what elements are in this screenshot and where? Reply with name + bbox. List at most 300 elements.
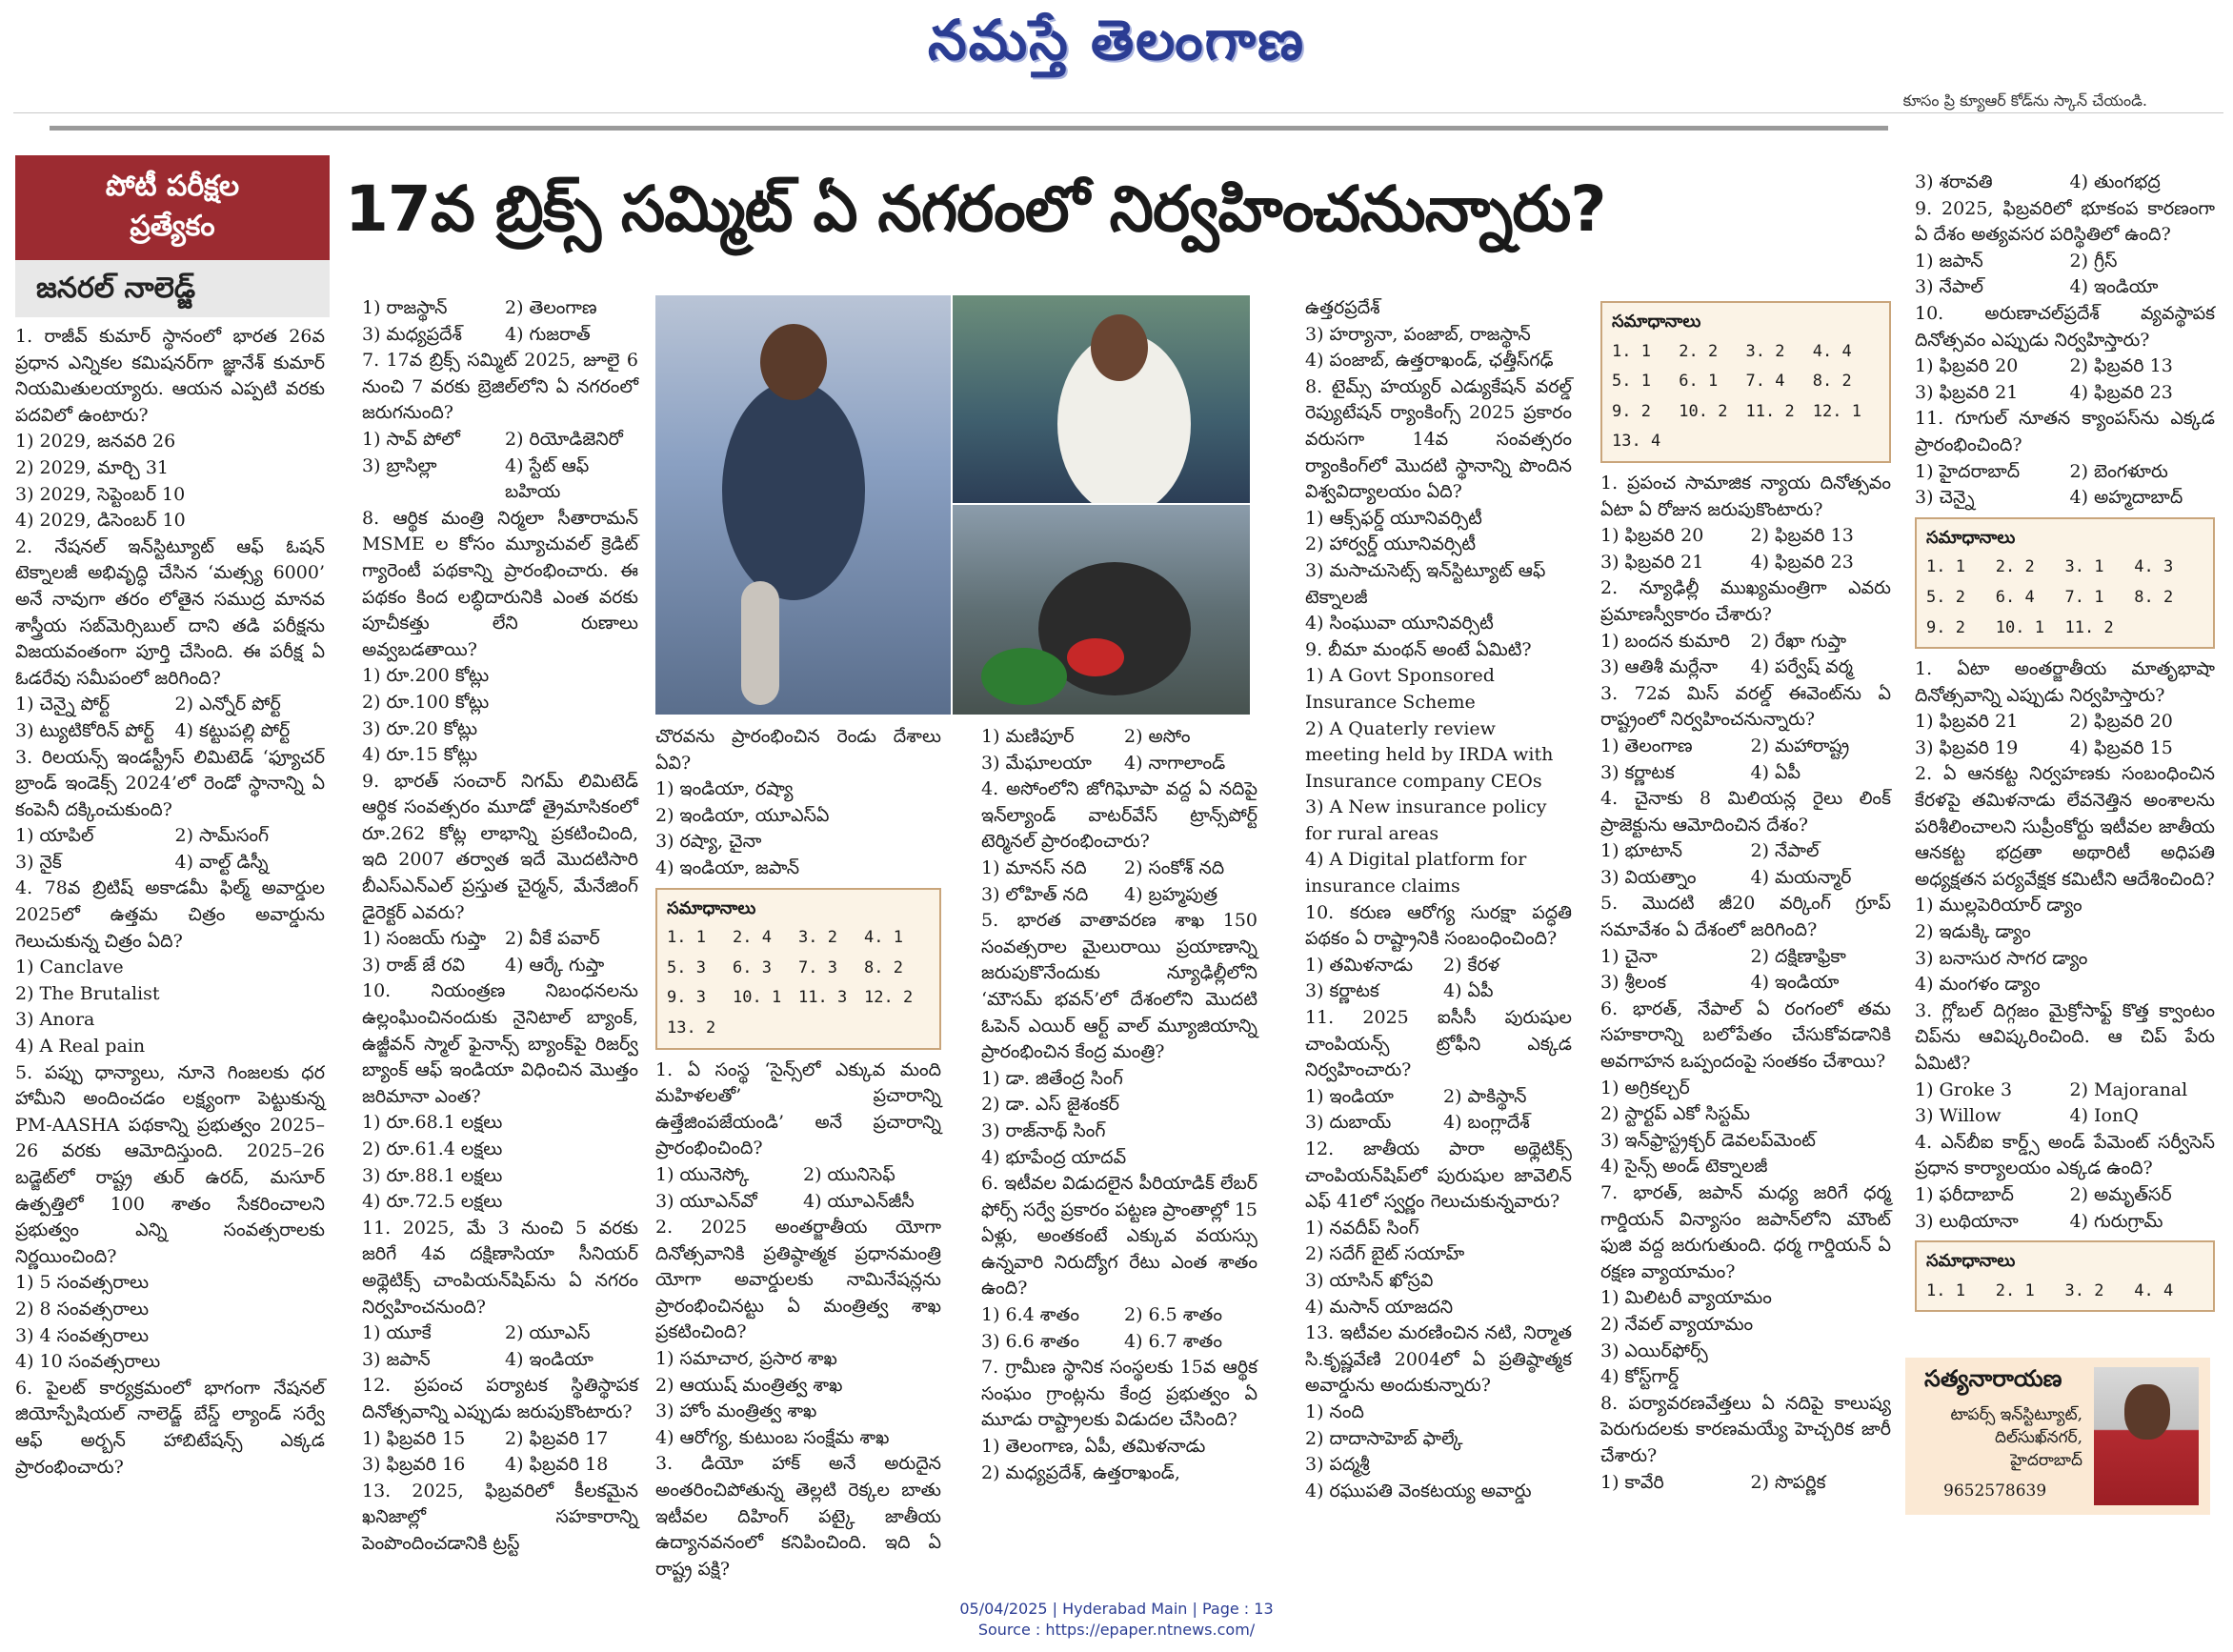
option: 3) ఫిబ్రవరి 21 — [1915, 381, 2019, 403]
option: 1) తెలంగాణ — [1600, 735, 1693, 756]
question-text: 9. 2025, ఫిబ్రవరిలో భూకంప కారణంగా ఏ దేశం అత్యవసర పరిస్థితిలో ఉంది? — [1915, 197, 2215, 246]
answer-item: 7. 1 — [2064, 587, 2104, 607]
option: 4) స్టేట్ ఆఫ్ బహియ — [505, 454, 590, 503]
photo-javelin-thrower — [655, 295, 951, 715]
answer-item: 6. 3 — [733, 957, 772, 977]
answer-item: 7. 3 — [798, 957, 837, 977]
photo-celebrating-athlete — [953, 295, 1250, 503]
option: 2) సంకోశ్ నది — [1124, 856, 1225, 878]
question-text: 10. నియంత్రణ నిబంధనలను ఉల్లంఘించినందుకు నైనిటాల్ బ్యాంక్, ఉజ్జీవన్ స్మాల్ ఫైనాన్స్ బ్యాంక్‌పై రిజర్వ్ బ్యాంక్ ఆఫ్ ఇండియా విధించిన మొత్తం జరిమానా ఎంత? — [362, 980, 638, 1107]
option: 2) అసోం — [1124, 726, 1191, 747]
question-text: చొరవను ప్రారంభించిన రెండు దేశాలు ఏవి? — [655, 726, 941, 774]
answer-key — [655, 888, 941, 1050]
options — [1600, 523, 1891, 575]
option: 3) Anora — [15, 1009, 95, 1031]
photo-athlete-with-flag — [953, 505, 1250, 715]
options — [15, 955, 325, 1059]
option: 2) స్టార్టప్ ఎకో సిస్టమ్ — [1600, 1103, 1750, 1125]
answer-item: 9. 3 — [667, 988, 706, 1008]
option: 4) రఘుపతి వెంకటయ్య అవార్డు — [1305, 1480, 1532, 1501]
question-text: 6. భారత్, నేపాల్ ఏ రంగంలో తమ సహకారాన్ని బలోపేతం చేసుకోవడానికి అవగాహన ఒప్పందంపై సంతకం చేశాయి? — [1600, 997, 1891, 1073]
author-box — [1905, 1358, 2210, 1515]
option: 4) ఇండియా — [2069, 276, 2159, 298]
option: 1) 5 సంవత్సరాలు — [15, 1272, 150, 1294]
answer-item: 7. 4 — [1745, 372, 1785, 392]
option: 2) రూ.61.4 లక్షలు — [362, 1138, 503, 1159]
question-text: 7. గ్రామీణ స్థానిక సంస్థలకు 15వ ఆర్థిక సంఘం గ్రాంట్లను కేంద్ర ప్రభుత్వం ఏ మూడు రాష్ట్రాలకు విడుదల చేసింది? — [981, 1357, 1257, 1431]
option: 3) రూ.88.1 లక్షలు — [362, 1164, 503, 1186]
answer-item: 1. 1 — [1926, 1280, 1965, 1300]
question-text: 2. నేషనల్ ఇన్‌స్టిట్యూట్ ఆఫ్ ఓషన్ టెక్నాలజీ అభివృద్ధి చేసిన ‘మత్స్య 6000’ అనే నావుగా తరం లోతైన సముద్ర మానవ శాస్త్రీయ సబ్‌మెర్సిబుల్ దాని తడి పరీక్షను విజయవంతంగా పూర్తి చేసింది. ఈ పరీక్ష ఏ ఓడరేవు సమీపంలో జరిగింది? — [15, 535, 325, 689]
question-text: ఉత్తరప్రదేశ్ — [1305, 297, 1380, 318]
answer-item: 5. 3 — [667, 957, 706, 977]
option: 1) 2029, జనవరి 26 — [15, 431, 176, 453]
answer-item: 1. 1 — [667, 928, 706, 948]
option: 4) తుంగభద్ర — [2069, 171, 2161, 192]
option: 2) పాకిస్థాన్ — [1443, 1085, 1527, 1107]
option: 1) డా. జితేంద్ర సింగ్ — [981, 1067, 1123, 1089]
option: 2) యూఎస్ — [505, 1322, 591, 1344]
column-6 — [1600, 295, 1891, 1496]
option: 4) ఇండియా, జపాన్ — [655, 856, 800, 878]
footer-source: Source : https://epaper.ntnews.com/ — [977, 1621, 1256, 1639]
answer-item: 8. 2 — [864, 957, 903, 977]
headline: 17వ బ్రిక్స్ సమ్మిట్ ఏ నగరంలో నిర్వహించనున్నారు? — [345, 172, 1606, 246]
option: 2) తెలంగాణ — [505, 297, 597, 318]
option: 3) A New insurance policy for rural areas — [1305, 796, 1547, 844]
question-text: 3. డియో హాక్ అనే అరుదైన అంతరించిపోతున్న తెల్లటి రెక్కల బాతు ఇటీవల దిహింగ్ పట్కై జాతీయ ఉద్యానవనంలో కనిపించింది. ఇది ఏ రాష్ట్ర పక్షి? — [655, 1453, 941, 1580]
answer-item: 1. 1 — [1926, 557, 1965, 577]
option: 2) 8 సంవత్సరాలు — [15, 1298, 150, 1320]
option: 2) The Brutalist — [15, 982, 160, 1004]
answer-item: 4. 4 — [2134, 1280, 2174, 1300]
page-footer — [0, 1599, 2233, 1641]
option: 4) సింఘువా యూనివర్సిటీ — [1305, 613, 1494, 635]
option: 4) రూ.72.5 లక్షలు — [362, 1191, 503, 1213]
question-text: 2. 2025 అంతర్జాతీయ యోగా దినోత్సవానికి ప్రతిష్ఠాత్మక ప్రధానమంత్రి యోగా అవార్డులకు నామినేషన్లను ప్రారంభించినట్టు ఏ మంత్రిత్వ శాఖ ప్రకటించింది? — [655, 1217, 941, 1343]
question-text: 7. 17వ బ్రిక్స్ సమ్మిట్ 2025, జూలై 6 నుంచి 7 వరకు బ్రెజిల్‌లోని ఏ నగరంలో జరుగనుంది? — [362, 350, 638, 424]
question-text: 11. 2025, మే 3 నుంచి 5 వరకు జరిగే 4వ దక్షిణాసియా సీనియర్ అథ్లెటిక్స్ చాంపియన్‌షిప్‌ను ఏ నగరం నిర్వహించనుంది? — [362, 1217, 638, 1318]
options — [981, 1434, 1257, 1486]
option: 4) IonQ — [2069, 1105, 2139, 1127]
option: 4) గుజరాత్ — [505, 323, 591, 345]
option: 1) భూటాన్ — [1600, 840, 1682, 862]
option: 4) 10 సంవత్సరాలు — [15, 1351, 161, 1373]
option: 4) రూ.15 కోట్లు — [362, 744, 478, 766]
option: 3) ట్యుటికోరిన్ పోర్ట్ — [15, 719, 154, 741]
options — [362, 663, 638, 768]
question-text: 1. ఏ సంస్థ ‘సైన్స్‌లో ఎక్కువ మంది మహిళలతో’ ప్రచారాన్ని ఉత్తేజింపజేయండి’ అనే ప్రచారాన్ని ప్రారంభించింది? — [655, 1058, 941, 1159]
question-text: 2. న్యూఢిల్లీ ముఖ్యమంత్రిగా ఎవరు ప్రమాణస్వీకారం చేశారు? — [1600, 577, 1891, 625]
question-text: 4. ఎన్‌బీఐ కార్డ్స్ అండ్ పేమెంట్ సర్వీసెస్ ప్రధాన కార్యాలయం ఎక్కడ ఉంది? — [1915, 1131, 2215, 1179]
question-text: 3. రిలయన్స్ ఇండస్ట్రీస్ లిమిటెడ్ ‘ఫ్యూచర్ బ్రాండ్ ఇండెక్స్ 2024’లో రెండో స్థానాన్ని ఏ కంపెనీ దక్కించుకుంది? — [15, 746, 325, 820]
options — [1305, 506, 1572, 637]
option: 2) ఇండియా, యూఎస్ఏ — [655, 804, 830, 826]
author-photo — [2094, 1367, 2199, 1505]
header-rule — [50, 126, 1888, 131]
option: 2) మహారాష్ట్ర — [1750, 735, 1850, 756]
option: 1) యాపిల్ — [15, 825, 94, 847]
option: 1) చైనా — [1600, 945, 1658, 967]
option: 3) మసాచుసెట్స్ ఇన్‌స్టిట్యూట్ ఆఫ్ టెక్నాలజీ — [1305, 559, 1546, 608]
option: 3) నేపాల్ — [1915, 276, 1983, 298]
option: 2) బెంగళూరు — [2069, 460, 2168, 482]
option: 3) రష్యా, చైనా — [655, 831, 762, 853]
question-text: 8. టైమ్స్ హయ్యర్ ఎడ్యుకేషన్ వరల్డ్ రెప్యుటేషన్ ర్యాంకింగ్స్ 2025 ప్రకారం వరుసగా 14వ సంవత్సరం ర్యాంకింగ్‌లో మొదటి స్థానాన్ని పొందిన విశ్వవిద్యాలయం ఏది? — [1305, 375, 1572, 503]
option: 1) Groke 3 — [1915, 1078, 2013, 1100]
option: 1) యునెస్కో — [655, 1163, 750, 1185]
option: 3) ఇన్‌ఫ్రాస్ట్రక్చర్ డెవలప్‌మెంట్ — [1600, 1129, 1816, 1151]
option: 1) రూ.68.1 లక్షలు — [362, 1112, 503, 1134]
answer-item: 3. 2 — [1745, 341, 1785, 361]
options — [15, 692, 325, 744]
option: 4) ఫిబ్రవరి 23 — [2069, 381, 2173, 403]
option: 3) ఫిబ్రవరి 16 — [362, 1454, 466, 1476]
options — [981, 1066, 1257, 1171]
option: 4) భూపేంద్ర యాదవ్ — [981, 1146, 1127, 1168]
options — [362, 1320, 638, 1373]
answer-item: 3. 2 — [2064, 1280, 2104, 1300]
option: 2) కేరళ — [1443, 954, 1499, 976]
option: 1) ఇండియా, రష్యా — [655, 778, 794, 800]
option: 1) ముల్లపెరియార్ డ్యాం — [1915, 895, 2082, 917]
answer-item: 2. 1 — [1995, 1280, 2035, 1300]
answer-item: 6. 1 — [1679, 372, 1719, 392]
question-text: 6. పైలట్ కార్యక్రమంలో భాగంగా నేషనల్ జియోస్పేషియల్ నాలెడ్జ్ బేస్డ్ ల్యాండ్ సర్వే ఆఫ్ అర్బన్ హాబిటేషన్స్ ఎక్కడ ప్రారంభించారు? — [15, 1377, 325, 1478]
column-4 — [981, 724, 1257, 1486]
option: 3) జపాన్ — [362, 1348, 431, 1370]
options — [1915, 459, 2215, 512]
option: 1) ఫిబ్రవరి 21 — [1915, 711, 2019, 733]
option: 4) A Digital platform for insurance claims — [1305, 849, 1527, 897]
option: 2) ఫిబ్రవరి 13 — [1750, 525, 1854, 547]
option: 4) 6.7 శాతం — [1124, 1330, 1222, 1352]
answer-key-title: సమాధానాలు — [667, 897, 756, 918]
options — [362, 1426, 638, 1479]
option: 3) యూఎన్‌వో — [655, 1190, 757, 1212]
option: 1) 6.4 శాతం — [981, 1304, 1079, 1326]
answer-key — [1915, 517, 2215, 649]
option: 1) నవదీప్ సింగ్ — [1305, 1217, 1419, 1239]
option: 3) యాసిన్ ఖోస్రవి — [1305, 1269, 1434, 1291]
option: 4) ఇండియా — [505, 1348, 593, 1370]
question-text: 8. పర్యావరణవేత్తలు ఏ నదిపై కాలుష్య పెరుగుదలకు కారణమయ్యే హెచ్చరిక జారీ చేశారు? — [1600, 1392, 1891, 1466]
column-2 — [362, 295, 638, 1558]
answer-item: 13. 4 — [1612, 432, 1661, 452]
question-text: 2. ఏ ఆనకట్ట నిర్వహణకు సంబంధించిన కేరళపై తమిళనాడు లేవనెత్తిన అంశాలను పరిశీలించాలని సుప్రీంకోర్టు ఇటీవల జాతీయ ఆనకట్ట భద్రతా అథారిటీ అధిపతి అధ్యక్షతన పర్యవేక్షక కమిటీని ఆదేశించింది? — [1915, 763, 2215, 890]
answer-item: 3. 2 — [798, 928, 837, 948]
option: 4) A Real pain — [15, 1036, 146, 1058]
option: 3) బ్రాసిల్లా — [362, 454, 437, 476]
question-text: 1. ఏటా అంతర్జాతీయ మాతృభాషా దినోత్సవాన్ని ఎప్పుడు నిర్వహిస్తారు? — [1915, 658, 2215, 706]
option: 1) హైదరాబాద్ — [1915, 460, 2021, 482]
option: 3) 6.6 శాతం — [981, 1330, 1079, 1352]
option: 1) ఫిబ్రవరి 20 — [1600, 525, 1704, 547]
column-5 — [1305, 295, 1572, 1504]
question-text: 13. ఇటీవల మరణించిన నటి, నిర్మాత సి.కృష్ణవేణి 2004లో ఏ ప్రతిష్ఠాత్మక అవార్డును అందుకున్నారు? — [1305, 1322, 1572, 1397]
qr-note: కూసం ప్రి క్యూఆర్ కోడ్‌ను స్కాన్ చేయండి. — [1902, 91, 2147, 110]
options — [15, 1270, 325, 1375]
question-text: 10. కరుణ ఆరోగ్య సురక్షా పద్ధతి పథకం ఏ రాష్ట్రానికి సంబంధించింది? — [1305, 901, 1572, 950]
answer-item: 3. 1 — [2064, 557, 2104, 577]
option: 1) కావేరి — [1600, 1471, 1664, 1493]
option: 4) వాల్ట్ డిస్నీ — [174, 851, 269, 873]
option: 1) Canclave — [15, 957, 124, 978]
option: 4) ఫిబ్రవరి 15 — [2069, 736, 2173, 758]
option: 3) రాజ్ జే రవి — [362, 954, 465, 976]
option: 4) ఏపీ — [1443, 980, 1494, 1002]
answer-key — [1915, 1240, 2215, 1312]
question-text: 11. గూగుల్ నూతన క్యాంపస్‌ను ఎక్కడ ప్రారంభించింది? — [1915, 408, 2215, 455]
option: 2) ఆయుష్ మంత్రిత్వ శాఖ — [655, 1374, 843, 1396]
option: 1) నంది — [1305, 1400, 1364, 1422]
top-strip — [13, 91, 2223, 113]
badge-line2: ప్రత్యేకం — [130, 210, 215, 243]
answer-item: 13. 2 — [667, 1017, 716, 1038]
option: 1) ఆక్స్‌ఫర్డ్ యూనివర్సిటీ — [1305, 507, 1482, 529]
question-text: 3. గ్లోబల్ దిగ్గజం మైక్రోసాఫ్ట్ కొత్త క్వాంటం చిప్‌ను ఆవిష్కరించింది. ఆ చిప్ పేరు ఏమిటి? — [1915, 999, 2215, 1074]
options — [362, 926, 638, 978]
option: 4) 2029, డిసెంబర్ 10 — [15, 510, 186, 532]
option: 4) కోస్ట్‌గార్డ్ — [1600, 1366, 1680, 1388]
options — [1915, 353, 2215, 406]
option: 2) గ్రీస్ — [2069, 250, 2118, 272]
option: 4) ఆరోగ్య, కుటుంబ సంక్షేమ శాఖ — [655, 1426, 890, 1448]
option: 2) Majoranal — [2069, 1078, 2188, 1100]
masthead — [0, 0, 2233, 86]
option: 1) సమాచార, ప్రసార శాఖ — [655, 1348, 837, 1370]
question-text: 12. జాతీయ పారా అథ్లెటిక్స్ చాంపియన్‌షిప్‌లో పురుషుల జావెలిన్ ఎఫ్ 41లో స్వర్ణం గెలుచుకున్నవారు? — [1305, 1138, 1572, 1213]
options — [1305, 1400, 1572, 1504]
option: 4) ఇండియా — [1750, 972, 1840, 994]
question-text: 1. ప్రపంచ సామాజిక న్యాయ దినోత్సవం ఏటా ఏ రోజున జరుపుకొంటారు? — [1600, 472, 1891, 520]
options — [1600, 1285, 1891, 1390]
question-text: 4. 78వ బ్రిటిష్ అకాడమీ ఫిల్మ్ అవార్డుల 2025లో ఉత్తమ చిత్రం అవార్డును గెలుచుకున్న చిత్రం ఏది? — [15, 877, 325, 952]
options — [1305, 1216, 1572, 1320]
option: 1) ఫరీదాబాద్ — [1915, 1183, 2014, 1205]
option: 1) తమిళనాడు — [1305, 954, 1414, 976]
question-text: 9. బీమా మంథన్ అంటే ఏమిటి? — [1305, 638, 1532, 660]
option: 3) మేఘాలయా — [981, 752, 1092, 774]
question-text: 10. అరుణాచల్‌ప్రదేశ్ వ్యవస్థాపక దినోత్సవం ఎప్పుడు నిర్వహిస్తారు? — [1915, 302, 2215, 351]
option: 2) హార్వర్డ్ యూనివర్సిటీ — [1305, 534, 1477, 555]
options — [1305, 953, 1572, 1005]
option: 4) ఫిబ్రవరి 18 — [505, 1454, 609, 1476]
answer-item: 1. 1 — [1612, 341, 1651, 361]
option: 4) పంజాబ్, ఉత్తరాఖండ్, ఛత్తీస్‌గఢ్ — [1305, 350, 1554, 372]
answer-item: 11. 2 — [2064, 617, 2114, 637]
options — [1915, 170, 2215, 196]
answer-key-title: సమాధానాలు — [1926, 527, 2016, 548]
question-text: 5. పప్పు ధాన్యాలు, నూనె గింజలకు ధర హామీని అందించడం లక్ష్యంగా పెట్టుకున్న PM-AASHA పథకాన్ని ప్రభుత్వం 2025–26 వరకు ఆమోదిస్తుంది. 2025–26 బడ్జెట్‌లో రాష్ట్ర తుర్ ఉరద్, మసూర్ ఉత్పత్తిలో 100 శాతం సేకరించాలని ప్రభుత్వం ఎన్ని సంవత్సరాలకు నిర్ణయించింది? — [15, 1061, 325, 1267]
option: 2) నేపాల్ — [1750, 840, 1820, 862]
section-badge — [15, 155, 330, 317]
answer-item: 4. 4 — [1812, 341, 1852, 361]
option: 4) మయన్మార్ — [1750, 866, 1852, 888]
option: 3) నైక్ — [15, 851, 62, 873]
options — [15, 429, 325, 534]
options — [1600, 944, 1891, 997]
author-phone: 9652578639 — [1943, 1481, 2047, 1501]
option: 2) అమృత్‌సర్ — [2069, 1183, 2172, 1205]
option: 4) పర్వేష్ వర్మ — [1750, 656, 1854, 678]
option: 3) హోం మంత్రిత్వ శాఖ — [655, 1400, 817, 1422]
option: 2) డా. ఎస్ జైశంకర్ — [981, 1094, 1120, 1116]
option: 1) మిలిటరీ వ్యాయామం — [1600, 1287, 1772, 1309]
options — [655, 776, 941, 881]
option: 2) రేఖా గుప్తా — [1750, 630, 1847, 652]
option: 2) A Quaterly review meeting held by IRDA with Insurance company CEOs — [1305, 717, 1554, 792]
column-3 — [655, 724, 941, 1582]
option: 1) మణిపూర్ — [981, 726, 1075, 747]
question-text: 9. భారత్ సంచార్ నిగమ్ లిమిటెడ్ ఆర్థిక సంవత్సరం మూడో త్రైమాసికంలో రూ.262 కోట్ల లాభాన్ని ప్రకటించింది, ఇది 2007 తర్వాత ఇదే మొదటిసారి బీఎస్ఎన్ఎల్ ప్రస్తుత చైర్మన్, మేనేజింగ్ డైరెక్టర్ ఎవరు? — [362, 770, 638, 923]
option: 2) ఎన్నోర్ పోర్ట్ — [174, 694, 281, 715]
option: 4) ఏపీ — [1750, 761, 1801, 783]
answer-key-title: సమాధానాలు — [1926, 1251, 2016, 1272]
option: 3) వియత్నాం — [1600, 866, 1697, 888]
option: 1) బందన కుమారి — [1600, 630, 1731, 652]
options — [1915, 893, 2215, 997]
option: 3) రూ.20 కోట్లు — [362, 717, 478, 739]
answer-item: 9. 2 — [1926, 617, 1965, 637]
option: 1) అగ్రికల్చర్ — [1600, 1077, 1690, 1098]
options — [1915, 249, 2215, 301]
answer-item: 9. 2 — [1612, 401, 1651, 421]
option: 2) నేవల్ వ్యాయామం — [1600, 1313, 1754, 1335]
newspaper-logo: నమస్తే తెలంగాణ — [928, 8, 1305, 72]
option: 2) సదేగ్ బైట్ సయాహ్ — [1305, 1243, 1465, 1265]
question-text: 8. ఆర్థిక మంత్రి నిర్మలా సీతారామన్ MSME ల కోసం మ్యూచువల్ క్రెడిట్ గ్యారెంటీ పథకాన్ని ప్రారంభించారు. ఈ పథకం కింద లబ్ధిదారునికి ఎంత వరకు పూచీకత్తు లేని రుణాలు అవ్వబడతాయి? — [362, 507, 638, 660]
question-text: 7. భారత్, జపాన్ మధ్య జరిగే ధర్మ గార్డియన్ విన్యాసం జపాన్‌లోని మౌంట్ ఫుజి వద్ద జరుగుతుంది. ధర్మ గార్డియన్ ఏ రక్షణ వ్యాయామం? — [1600, 1182, 1891, 1282]
options — [655, 1162, 941, 1215]
options — [362, 295, 638, 348]
option: 3) హర్యానా, పంజాబ్, రాజస్థాన్ — [1305, 323, 1531, 345]
option: 4) గురుగ్రామ్ — [2069, 1210, 2163, 1232]
question-text: 5. మొదటి జీ20 వర్కింగ్ గ్రూప్ సమావేశం ఏ దేశంలో జరిగింది? — [1600, 893, 1891, 941]
options — [1600, 1470, 1891, 1497]
option: 1) ఫిబ్రవరి 15 — [362, 1427, 466, 1449]
option: 3) శరావతి — [1915, 171, 1993, 192]
option: 1) జపాన్ — [1915, 250, 1983, 272]
options — [655, 1346, 941, 1451]
options — [15, 823, 325, 876]
option: 3) శ్రీలంక — [1600, 972, 1667, 994]
options — [981, 724, 1257, 776]
badge-title — [15, 155, 330, 260]
option: 2) ఫిబ్రవరి 13 — [2069, 355, 2173, 377]
option: 3) లోహిత్ నది — [981, 883, 1089, 905]
answer-item: 10. 1 — [1995, 617, 2044, 637]
question-text: 5. భారత వాతావరణ శాఖ 150 సంవత్సరాల మైలురాయి ప్రయాణాన్ని జరుపుకొనేందుకు న్యూఢిల్లీలోని ‘మౌసమ్ భవన్’లో దేశంలోని మొదటి ఓపెన్ ఎయిర్ ఆర్ట్ వాల్ మ్యూజియాన్ని ప్రారంభించిన కేంద్ర మంత్రి? — [981, 910, 1257, 1063]
column-1 — [15, 324, 325, 1481]
option: 3) ఫిబ్రవరి 21 — [1600, 551, 1704, 573]
options — [1915, 1078, 2215, 1130]
option: 1) సంజయ్ గుప్తా — [362, 928, 487, 950]
options — [1305, 1084, 1572, 1137]
options — [1600, 838, 1891, 891]
answer-item: 8. 2 — [1812, 372, 1852, 392]
question-text: 13. 2025, ఫిబ్రవరిలో కీలకమైన ఖనిజాల్లో సహకారాన్ని పెంపొందించడానికి ట్రస్ట్ — [362, 1480, 638, 1554]
answer-item: 12. 2 — [864, 988, 914, 1008]
options — [1305, 322, 1572, 374]
answer-item: 11. 3 — [798, 988, 848, 1008]
option: 2) 6.5 శాతం — [1124, 1304, 1222, 1326]
options — [362, 427, 638, 506]
answer-item: 4. 3 — [2134, 557, 2174, 577]
option: 3) 2029, సెప్టెంబర్ 10 — [15, 483, 186, 505]
option: 3) చెన్నై — [1915, 487, 1975, 509]
option: 3) బనాసుర సాగర డ్యాం — [1915, 947, 2088, 969]
options — [362, 1110, 638, 1215]
option: 1) మానస్ నది — [981, 856, 1087, 878]
question-text: 1. రాజీవ్ కుమార్ స్థానంలో భారత 26వ ప్రధాన ఎన్నికల కమిషనర్‌గా జ్ఞానేశ్ కుమార్ నియమితులయ్యారు. ఆయన ఎప్పటి వరకు పదవిలో ఉంటారు? — [15, 326, 325, 426]
option: 4) ఫిబ్రవరి 23 — [1750, 551, 1854, 573]
option: 3) పద్మశ్రీ — [1305, 1454, 1370, 1476]
column-7 — [1915, 170, 2215, 1320]
question-text: 3. 72వ మిస్ వరల్డ్ ఈవెంట్‌ను ఏ రాష్ట్రంలో నిర్వహించనున్నారు? — [1600, 682, 1891, 731]
option: 2) వీకే పవార్ — [505, 928, 600, 950]
badge-line1: పోటీ పరీక్షల — [105, 170, 240, 203]
section-name: జనరల్ నాలెడ్జ్ — [15, 260, 330, 317]
answer-item: 11. 2 — [1745, 401, 1795, 421]
option: 1) రూ.200 కోట్లు — [362, 665, 490, 687]
option: 4) మసాన్ యాజదని — [1305, 1296, 1454, 1318]
option: 2) దక్షిణాఫ్రికా — [1750, 945, 1846, 967]
option: 4) ఆర్కే గుప్తా — [505, 954, 605, 976]
options — [1600, 734, 1891, 786]
answer-item: 5. 2 — [1926, 587, 1965, 607]
option: 3) లుథియానా — [1915, 1210, 2019, 1232]
option: 3) దుబాయ్ — [1305, 1112, 1392, 1134]
option: 3) Willow — [1915, 1105, 2002, 1127]
option: 3) కర్ణాటక — [1600, 761, 1675, 783]
question-text: 11. 2025 ఐసీసీ పురుషుల చాంపియన్స్ ట్రోఫీని ఎక్కడ నిర్వహించారు? — [1305, 1007, 1572, 1081]
options — [1600, 1076, 1891, 1180]
option: 3) ఆతిశీ మర్లేనా — [1600, 656, 1719, 678]
answer-item: 5. 1 — [1612, 372, 1651, 392]
answer-item: 4. 1 — [864, 928, 903, 948]
answer-item: 10. 1 — [733, 988, 782, 1008]
option: 4) యూఎన్‌జీసీ — [803, 1190, 915, 1212]
option: 2) ఫిబ్రవరి 20 — [2069, 711, 2173, 733]
option: 2) రియోడిజెనిరో — [505, 428, 623, 450]
option: 1) రాజస్థాన్ — [362, 297, 448, 318]
footer-date-edition: 05/04/2025 | Hyderabad Main | Page : 13 — [959, 1600, 1274, 1618]
option: 3) రాజ్‌నాథ్ సింగ్ — [981, 1119, 1106, 1141]
option: 4) బంగ్లాదేశ్ — [1443, 1112, 1530, 1134]
option: 4) నాగాలాండ్ — [1124, 752, 1226, 774]
option: 1) చెన్నై పోర్ట్ — [15, 694, 111, 715]
answer-item: 6. 4 — [1995, 587, 2035, 607]
option: 1) తెలంగాణ, ఏపీ, తమిళనాడు — [981, 1436, 1206, 1458]
answer-item: 10. 2 — [1679, 401, 1728, 421]
option: 3) ఫిబ్రవరి 19 — [1915, 736, 2019, 758]
option: 4) సైన్స్ అండ్ టెక్నాలజీ — [1600, 1156, 1768, 1178]
options — [1915, 709, 2215, 761]
author-name: సత్యనారాయణ — [1924, 1365, 2062, 1392]
answer-item: 2. 2 — [1995, 557, 2035, 577]
answer-key — [1600, 301, 1891, 463]
question-text: 4. అసోంలోని జోగిఘోపా వద్ద ఏ నదిపై ఇన్‌ల్యాండ్ వాటర్‌వేస్ ట్రాన్స్‌పోర్ట్ టెర్మినల్ ప్రారంభించారు? — [981, 778, 1257, 853]
option: 1) ఫిబ్రవరి 20 — [1915, 355, 2019, 377]
answer-item: 2. 4 — [733, 928, 772, 948]
answer-item: 2. 2 — [1679, 341, 1719, 361]
option: 3) ఎయిర్‌ఫోర్స్ — [1600, 1340, 1708, 1361]
option: 2) సొపర్ణిక — [1750, 1471, 1826, 1493]
option: 2) ఇడుక్కి డ్యాం — [1915, 921, 2031, 943]
options — [981, 1302, 1257, 1355]
option: 2) 2029, మార్చి 31 — [15, 456, 169, 478]
